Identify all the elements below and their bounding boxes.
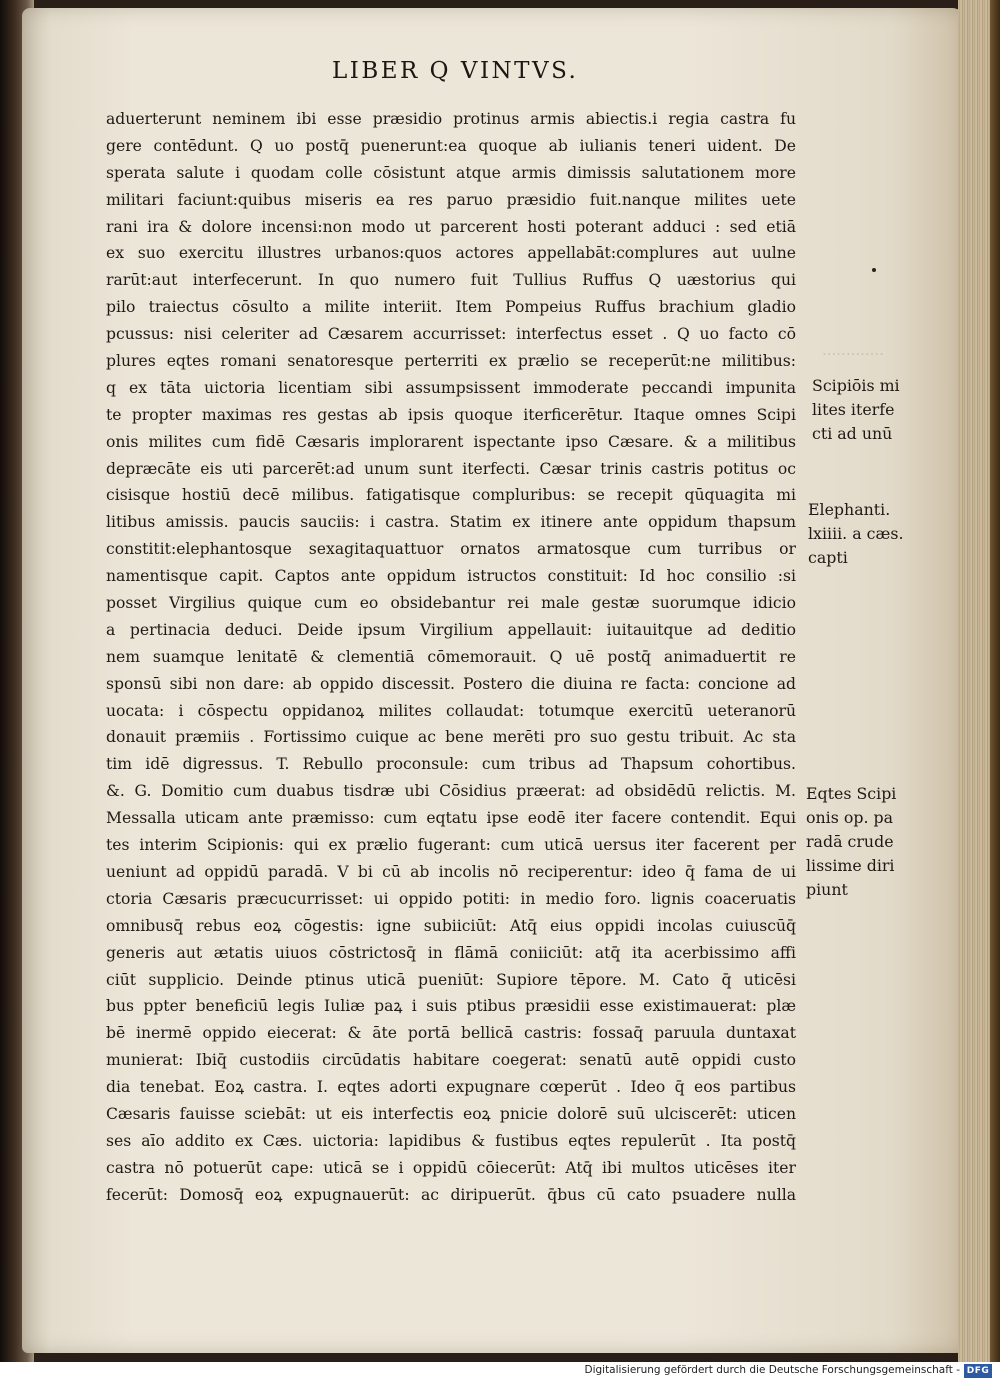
- ink-speck: [872, 268, 876, 272]
- text-line: donauit præmiis . Fortissimo cuique ac bene merēti pro suo gestu tribuit. Ac sta: [106, 728, 796, 747]
- marginal-note-line: radā crude: [806, 832, 894, 851]
- marginal-note-line: Elephanti.: [808, 500, 891, 519]
- text-line: bē inermē oppido eiecerat: & āte portā bellicā castris: fossaq̄ paruula duntaxat: [106, 1024, 796, 1043]
- marginal-note-line: lites iterfe: [812, 400, 895, 419]
- text-line: sponsū sibi non dare: ab oppido discessit. Postero die diuina re facta: concione ad: [106, 674, 796, 693]
- text-line: militari faciunt:quibus miseris ea res paruo præsidio fuit.nanque milites uete: [106, 190, 796, 209]
- text-line: castra nō potuerūt cape: uticā se i oppidū cōiecerūt: Atq̄ ibi multos uticēses iter: [106, 1158, 796, 1177]
- text-line: sperata salute i quodam colle cōsistunt atque armis dimissis salutationem more: [106, 163, 796, 182]
- marginal-note-line: piunt: [806, 880, 848, 899]
- text-line: namentisque capit. Captos ante oppidum istructos constituit: Id hoc consilio :si: [106, 567, 796, 586]
- running-head: LIBER Q VINTVS.: [332, 58, 579, 84]
- text-line: ctoria Cæsaris præcucurrisset: ui oppido potiti: in medio foro. lignis coaceruatis: [106, 889, 796, 908]
- text-line: tes interim Scipionis: qui ex prælio fugerant: cum uticā uersus iter facerent per: [106, 836, 796, 855]
- text-line: posset Virgilius quique cum eo obsidebantur rei male gestæ suorumque idicio: [106, 594, 796, 613]
- text-line: pilo traiectus cōsulto a milite interiit. Item Pompeius Ruffus brachium gladio: [106, 298, 796, 317]
- text-line: ses aīo addito ex Cæs. uictoria: lapidibus & fustibus eqtes repulerūt . Ita postq̄: [106, 1131, 796, 1150]
- text-line: Messalla uticam ante præmisso: cum eqtatu ipse eodē iter facere contendit. Equi: [106, 809, 796, 828]
- marginal-note-elephanti: [808, 498, 903, 570]
- text-line: uocata: i cōspectu oppidanoꝝ milites collaudat: totumque exercitū ueteranorū: [106, 701, 796, 720]
- marginal-note-scipionis: [812, 374, 900, 446]
- text-line: generis aut ætatis uiuos cōstrictosq̄ in flāmā coniiciūt: atq̄ ita acerbissimo affi: [106, 943, 796, 962]
- marginal-note-line: Eqtes Scipi: [806, 784, 897, 803]
- text-line: tim idē digressus. T. Rebullo proconsule: cum tribus ad Thapsum cohortibus.: [106, 755, 796, 774]
- digitization-credit: Digitalisierung gefördert durch die Deutsche Forschungsgemeinschaft -: [584, 1364, 960, 1376]
- text-line: dia tenebat. Eoꝝ castra. I. eqtes adorti expugnare cœperūt . Ideo q̄ eos partibus: [106, 1078, 796, 1097]
- main-text-block: [106, 106, 796, 1209]
- marginal-note-line: lissime diri: [806, 856, 895, 875]
- text-line: &. G. Domitio cum duabus tisdræ ubi Cōsidius præerat: ad obsidēdū relictis. M.: [106, 782, 796, 801]
- text-line: q ex tāta uictoria licentiam sibi assumpsissent immoderate peccandi impunita: [106, 378, 796, 397]
- text-line: depræcāte eis uti parcerēt:ad unum sunt iterfecti. Cæsar trinis castris potitus oc: [106, 459, 796, 478]
- text-line: nem suamque lenitatē & clementiā cōmemorauit. Q uē postq̄ animaduertit re: [106, 647, 796, 666]
- marginal-note-line: cti ad unū: [812, 424, 893, 443]
- text-line: ciūt supplicio. Deinde ptinus uticā pueniūt: Supiore tēpore. M. Cato q̄ uticēsi: [106, 970, 796, 989]
- marginal-note-line: onis op. pa: [806, 808, 894, 827]
- text-line: bus ppter beneficiū legis Iuliæ paꝝ i suis ptibus præsidii esse existimauerat: plæ: [106, 997, 796, 1016]
- text-line: cisisque hostiū decē milibus. fatigatisque compluribus: se recepit qūquagita mi: [106, 486, 796, 505]
- text-line: omnibusq̄ rebus eoꝝ cōgestis: igne subiiciūt: Atq̄ eius oppidi incolas cuiuscūq̄: [106, 916, 796, 935]
- text-line: ueniunt ad oppidū paradā. V bi cū ab incolis nō reciperentur: ideo q̄ fama de ui: [106, 862, 796, 881]
- show-through: .............: [822, 341, 884, 359]
- dfg-logo: DFG: [964, 1364, 992, 1378]
- marginal-note-eqtes: [806, 782, 896, 902]
- text-line: fecerūt: Domosq̄ eoꝝ expugnauerūt: ac diripuerūt. q̄bus cū cato psuadere nulla: [106, 1185, 796, 1204]
- text-line: rarūt:aut interfecerunt. In quo numero fuit Tullius Ruffus Q uæstorius qui: [106, 271, 796, 290]
- text-line: gere contēdunt. Q uo postq̄ puenerunt:ea quoque ab iulianis teneri uident. De: [106, 136, 796, 155]
- text-line: munierat: Ibiq̄ custodiis circūdatis habitare coegerat: senatū autē oppidi custo: [106, 1051, 796, 1070]
- text-line: constitit:elephantosque sexagitaquattuor ornatos armatosque cum turribus or: [106, 540, 796, 559]
- cover-edge: [990, 0, 1000, 1362]
- marginal-note-line: capti: [808, 548, 848, 567]
- text-line: onis milites cum fidē Cæsaris implorarent ispectante ipso Cæsare. & a militibus: [106, 432, 796, 451]
- text-line: plures eqtes romani senatoresque perterriti ex prælio se receperūt:ne militibus:: [106, 352, 796, 371]
- text-line: aduerterunt neminem ibi esse præsidio protinus armis abiectis.i regia castra fu: [106, 110, 796, 128]
- marginal-note-line: lxiiii. a cæs.: [808, 524, 904, 543]
- text-line: pcussus: nisi celeriter ad Cæsarem accurrisset: interfectus esset . Q uo facto cō: [106, 325, 796, 344]
- marginal-note-line: Scipiōis mi: [812, 376, 900, 395]
- text-line: te propter maximas res gestas ab ipsis quoque iterficerētur. Itaque omnes Scipi: [106, 405, 796, 424]
- text-line: rani ira & dolore incensi:non modo ut parcerent hosti poterant adduci : sed etiā: [106, 217, 796, 236]
- text-line: ex suo exercitu illustres urbanos:quos actores appellabāt:complures aut uulne: [106, 244, 796, 263]
- text-line: litibus amissis. paucis sauciis: i castra. Statim ex itinere ante oppidum thapsum: [106, 513, 796, 532]
- text-line: a pertinacia deduci. Deide ipsum Virgilium appellauit: iuitauitque ad deditio: [106, 620, 796, 639]
- text-line: Cæsaris fauisse sciebāt: ut eis interfectis eoꝝ pnicie dolorē suū ulciscerēt: uticen: [106, 1104, 796, 1123]
